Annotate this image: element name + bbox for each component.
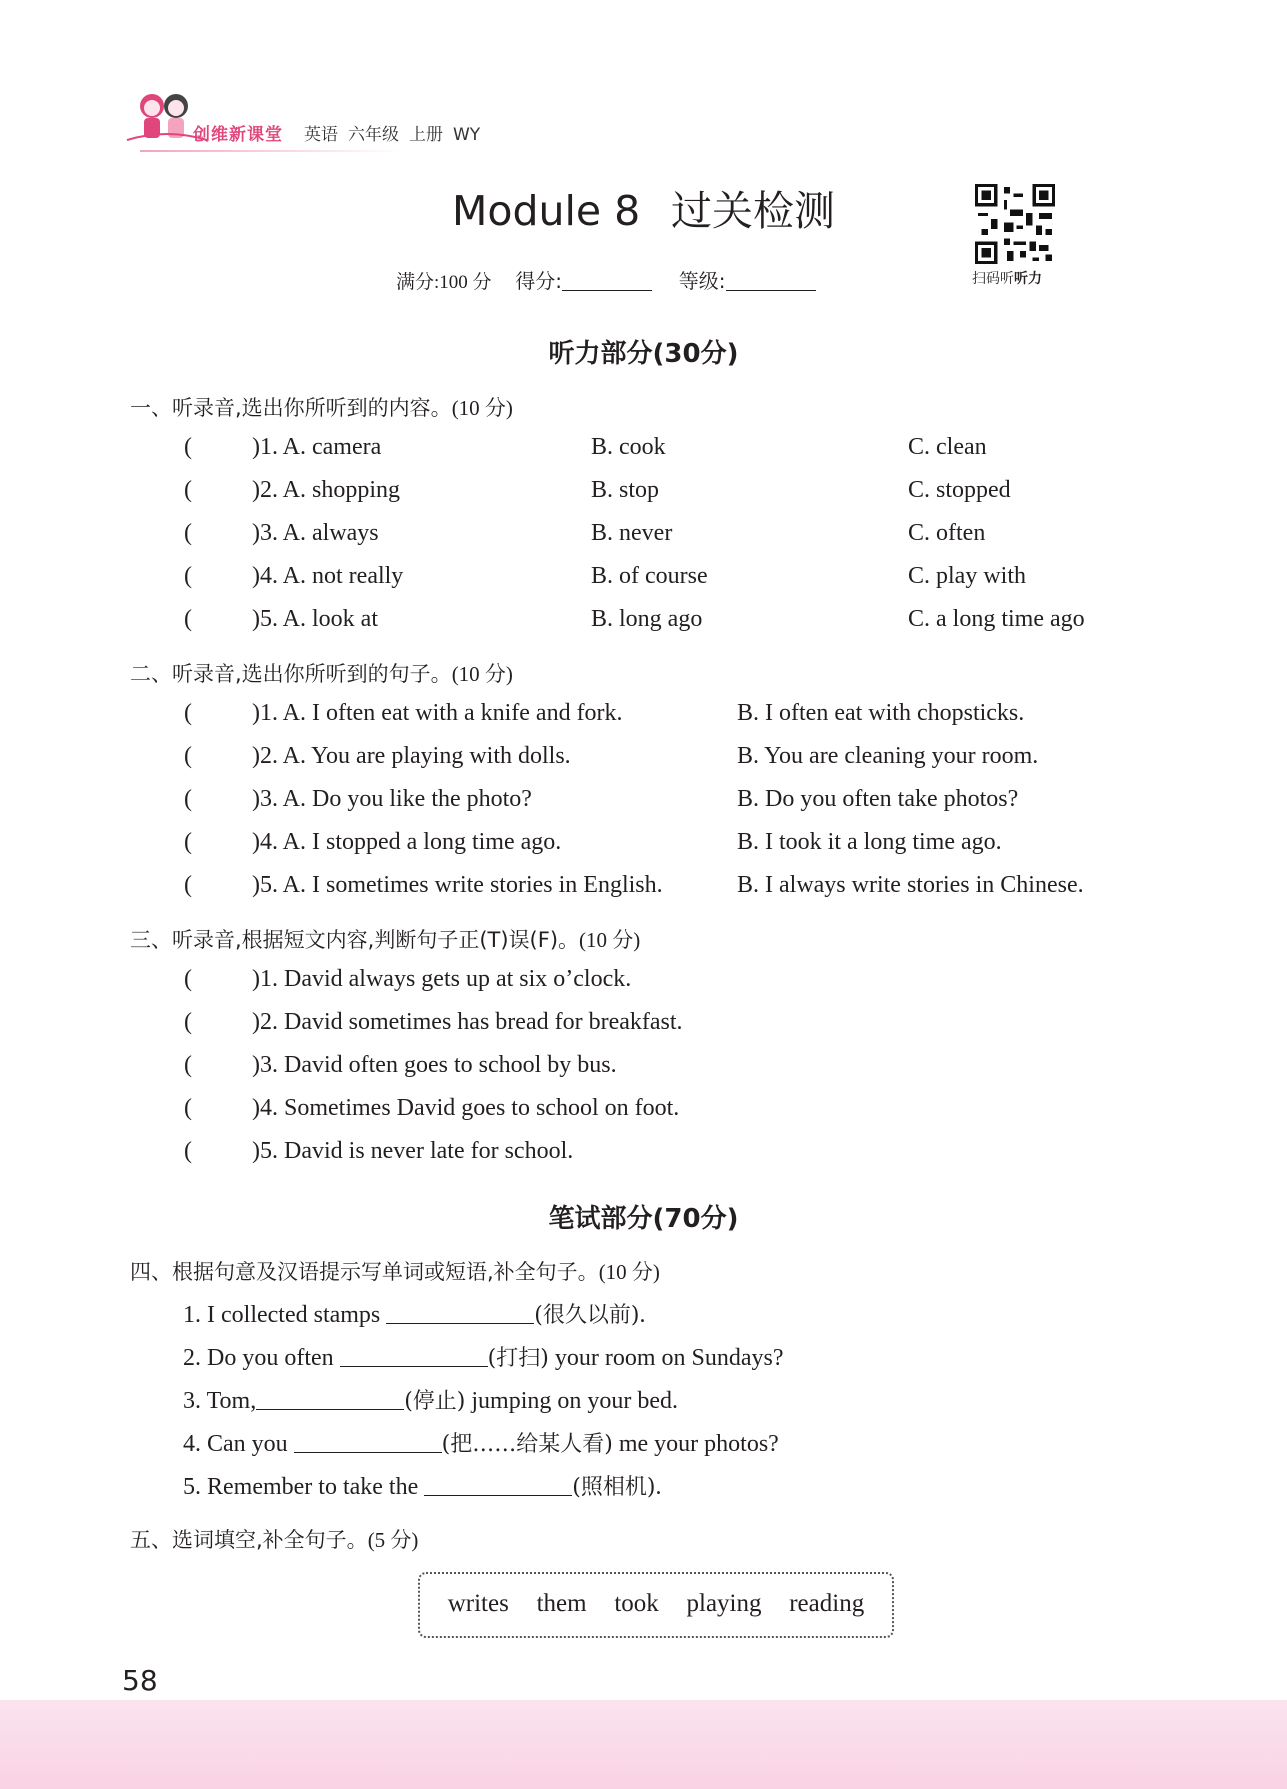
word-bank-item: playing bbox=[686, 1590, 762, 1617]
fill-blank-input[interactable] bbox=[424, 1471, 572, 1496]
sec4-item-3: 3. Tom, (停止) jumping on your bed. bbox=[183, 1384, 678, 1415]
book-info bbox=[304, 120, 490, 145]
sec4-item-4: 4. Can you (把……给某人看) me your photos? bbox=[183, 1427, 779, 1458]
sec4-item-5: 5. Remember to take the (照相机). bbox=[183, 1470, 661, 1501]
sec4-item-2: 2. Do you often (打扫) your room on Sundays? bbox=[183, 1341, 783, 1372]
answer-paren[interactable]: ( bbox=[184, 1009, 192, 1035]
answer-paren[interactable]: ( bbox=[184, 872, 192, 898]
score-line bbox=[396, 265, 838, 294]
section-5-title: 五、选词填空,补全句子。(5 分) bbox=[130, 1528, 419, 1552]
fill-blank-input[interactable] bbox=[256, 1385, 404, 1410]
subject: 英语 bbox=[304, 125, 338, 145]
score-field[interactable] bbox=[562, 270, 652, 291]
fill-blank-input[interactable] bbox=[340, 1342, 488, 1367]
word-bank-item: them bbox=[536, 1590, 587, 1617]
answer-paren[interactable]: ( bbox=[184, 700, 192, 726]
answer-paren[interactable]: ( bbox=[184, 520, 192, 546]
section-4-title: 四、根据句意及汉语提示写单词或短语,补全句子。(10 分) bbox=[130, 1260, 660, 1284]
word-bank-item: reading bbox=[789, 1590, 865, 1617]
section-3-title: 三、听录音,根据短文内容,判断句子正(T)误(F)。(10 分) bbox=[130, 928, 641, 952]
answer-paren[interactable]: ( bbox=[184, 477, 192, 503]
header-divider bbox=[140, 150, 400, 152]
volume: 上册 bbox=[409, 125, 443, 145]
answer-paren[interactable]: ( bbox=[184, 1052, 192, 1078]
word-bank-item: took bbox=[614, 1590, 659, 1617]
answer-paren[interactable]: ( bbox=[184, 966, 192, 992]
edition: WY bbox=[453, 125, 481, 145]
word-bank bbox=[418, 1572, 894, 1638]
grade-field[interactable] bbox=[726, 270, 816, 291]
score-label: 得分: bbox=[515, 269, 563, 293]
answer-paren[interactable]: ( bbox=[184, 1138, 192, 1164]
grade-level: 六年级 bbox=[348, 125, 399, 145]
qr-label: 扫码听听力 bbox=[972, 271, 1042, 287]
full-marks: 满分:100 分 bbox=[396, 272, 492, 293]
answer-paren[interactable]: ( bbox=[184, 434, 192, 460]
answer-paren[interactable]: ( bbox=[184, 1095, 192, 1121]
page-title: Module 8 过关检测 bbox=[452, 187, 835, 235]
writing-heading: 笔试部分(70分) bbox=[548, 1204, 739, 1234]
answer-paren[interactable]: ( bbox=[184, 563, 192, 589]
answer-paren[interactable]: ( bbox=[184, 829, 192, 855]
listening-heading: 听力部分(30分) bbox=[548, 339, 739, 369]
brand-name: 创维新课堂 bbox=[193, 125, 283, 144]
fill-blank-input[interactable] bbox=[386, 1299, 534, 1324]
section-1-title: 一、听录音,选出你所听到的内容。(10 分) bbox=[130, 396, 513, 420]
fill-blank-input[interactable] bbox=[294, 1428, 442, 1453]
section-2-title: 二、听录音,选出你所听到的句子。(10 分) bbox=[130, 662, 513, 686]
grade-label: 等级: bbox=[678, 269, 726, 293]
answer-paren[interactable]: ( bbox=[184, 786, 192, 812]
word-bank-item: writes bbox=[447, 1590, 509, 1617]
sec4-item-1: 1. I collected stamps (很久以前). bbox=[183, 1298, 645, 1329]
answer-paren[interactable]: ( bbox=[184, 743, 192, 769]
footer-band bbox=[0, 1700, 1287, 1789]
page-number: 58 bbox=[122, 1664, 158, 1697]
answer-paren[interactable]: ( bbox=[184, 606, 192, 632]
qr-code-icon[interactable] bbox=[975, 184, 1055, 264]
